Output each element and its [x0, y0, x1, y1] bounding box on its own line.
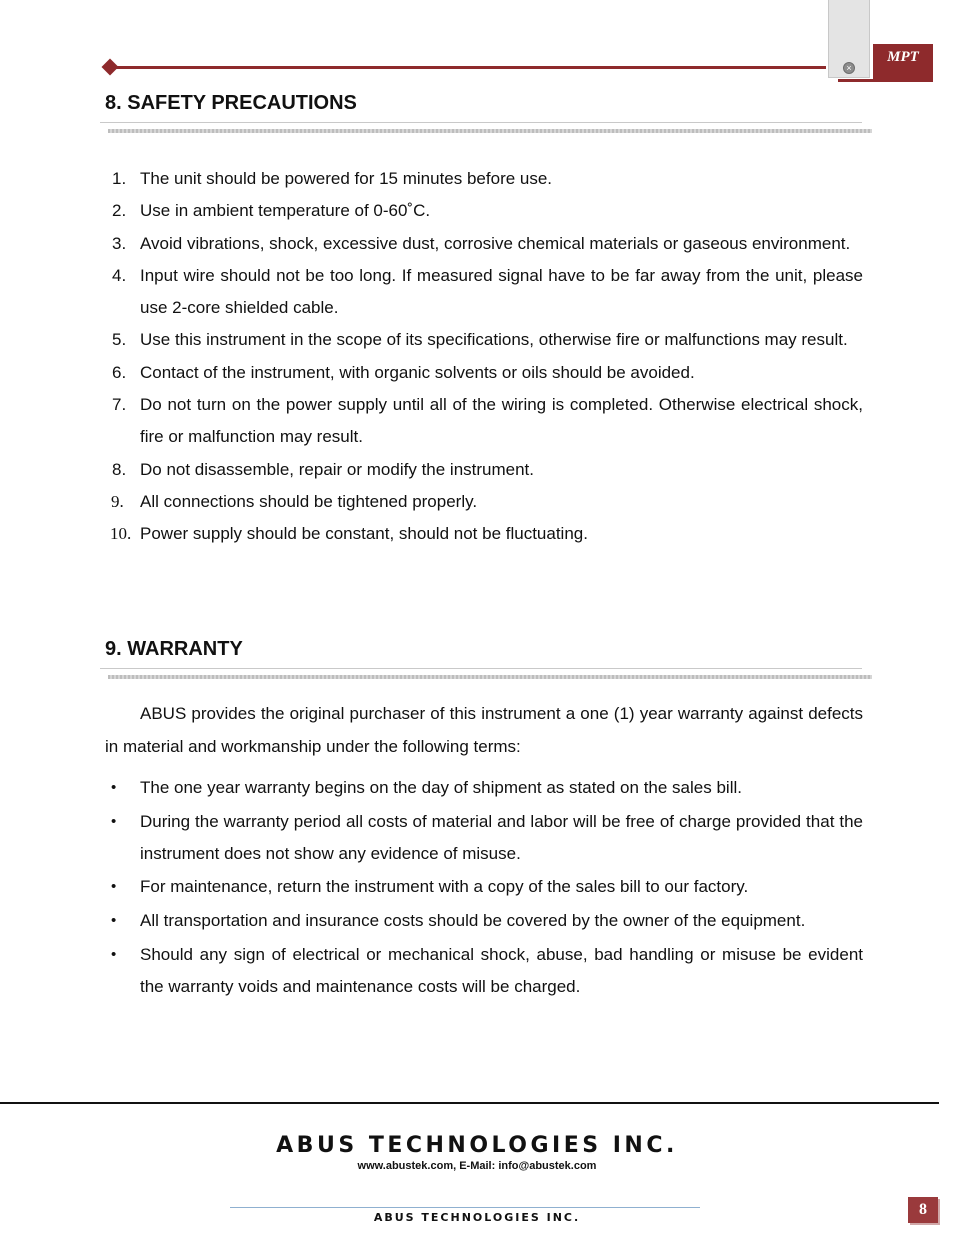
list-item [105, 260, 863, 325]
list-item [105, 772, 863, 804]
footer-rule [0, 1102, 939, 1104]
item-text: For maintenance, return the instrument with a copy of the sales bill to our factory. [140, 877, 749, 897]
footer-divider [230, 1207, 700, 1208]
list-item [105, 195, 863, 227]
header-rule [110, 66, 826, 69]
list-item [105, 357, 863, 389]
item-text: Power supply should be constant, should not be fluctuating. [140, 524, 588, 544]
contact-line: www.abustek.com, E-Mail: info@abustek.com [357, 1160, 597, 1172]
close-circle-icon: × [843, 62, 855, 74]
list-item [105, 871, 863, 903]
item-number: 4. [112, 265, 127, 285]
warranty-heading-rule [100, 668, 862, 669]
item-text: Do not turn on the power supply until all of the wiring is completed. Otherwise electrical shock, fire or malfunction may result. [140, 395, 863, 447]
item-number: 2. [112, 201, 127, 221]
list-item [105, 905, 863, 937]
badge-underline [838, 79, 873, 82]
list-item [105, 518, 863, 550]
item-number: 9. [111, 491, 124, 511]
item-text: All connections should be tightened properly. [140, 491, 478, 511]
item-text: All transportation and insurance costs should be covered by the owner of the equipment. [140, 911, 806, 931]
item-text: Use in ambient temperature of 0-60˚C. [140, 201, 431, 221]
list-item [105, 324, 863, 356]
list-item [105, 486, 863, 518]
item-number: 3. [112, 233, 127, 253]
item-text: During the warranty period all costs of material and labor will be free of charge provided that the instrument does not show any evidence of misuse. [140, 811, 863, 863]
item-text: The unit should be powered for 15 minutes before use. [140, 169, 553, 188]
warranty-heading-bar [108, 675, 872, 679]
model-badge: MPT [873, 44, 933, 82]
item-number: 10. [110, 524, 132, 544]
bullet-icon: • [111, 878, 117, 896]
page-number: 8 [908, 1197, 938, 1223]
item-number: 1. [112, 169, 127, 188]
safety-heading-rule [100, 122, 862, 123]
list-item [105, 454, 863, 486]
bullet-icon: • [111, 779, 117, 796]
safety-heading-bar [108, 129, 872, 133]
list-item [105, 939, 863, 1004]
warranty-heading: 9. WARRANTY [105, 638, 243, 660]
item-number: 8. [112, 459, 127, 479]
safety-list [105, 163, 863, 551]
warranty-intro: ABUS provides the original purchaser of this instrument a one (1) year warranty against defects in material and workmanship under the following terms: [105, 704, 863, 756]
item-text: Input wire should not be too long. If measured signal have to be far away from the unit, please use 2-core shielded cable. [140, 265, 863, 318]
list-item [105, 806, 863, 871]
item-number: 5. [112, 330, 127, 350]
item-text: Contact of the instrument, with organic solvents or oils should be avoided. [140, 362, 695, 382]
item-number: 6. [112, 362, 127, 382]
item-number: 7. [112, 395, 127, 415]
item-text: Should any sign of electrical or mechanical shock, abuse, bad handling or misuse be evident the warranty voids and maintenance costs will be charged. [140, 944, 863, 996]
item-text: Do not disassemble, repair or modify the instrument. [140, 459, 535, 479]
item-text: The one year warranty begins on the day of shipment as stated on the sales bill. [140, 778, 742, 797]
bullet-icon: • [111, 945, 117, 963]
list-item [105, 228, 863, 260]
company-name-small: ABUS TECHNOLOGIES INC. [373, 1211, 581, 1224]
bullet-icon: • [111, 812, 117, 830]
warranty-terms-list [105, 772, 863, 1005]
company-name: ABUS TECHNOLOGIES INC. [276, 1133, 678, 1158]
item-text: Use this instrument in the scope of its specifications, otherwise fire or malfunctions may result. [140, 330, 848, 350]
list-item [105, 389, 863, 454]
safety-heading: 8. SAFETY PRECAUTIONS [105, 92, 357, 114]
list-item [105, 163, 863, 195]
bullet-icon: • [111, 912, 117, 930]
item-text: Avoid vibrations, shock, excessive dust, corrosive chemical materials or gaseous environment. [140, 233, 851, 253]
